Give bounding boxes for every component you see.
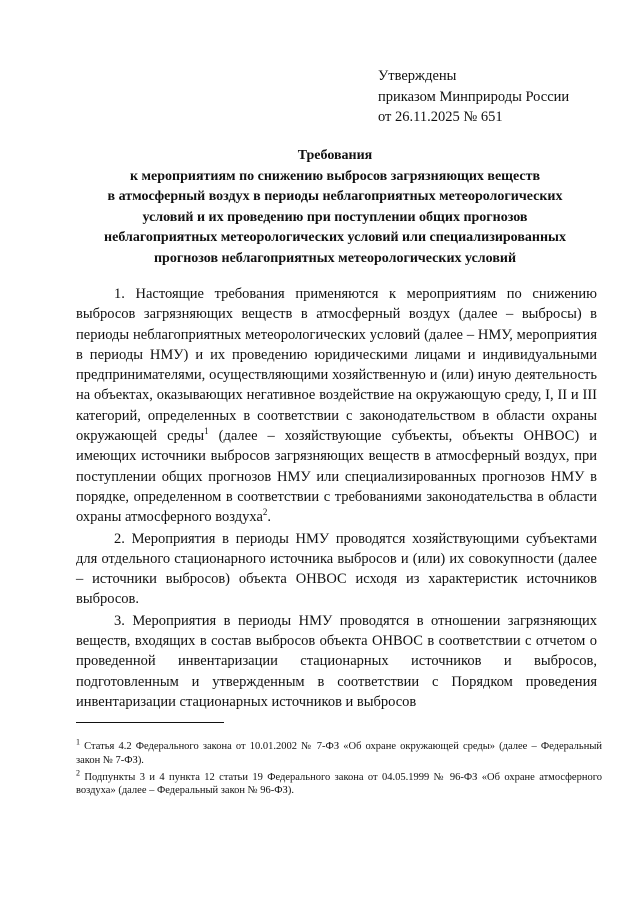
title-line: неблагоприятных метеорологических условий или специализированных	[104, 230, 566, 245]
footnote-text: Подпункты 3 и 4 пункта 12 статьи 19 Федерального закона от 04.05.1999 № 96-ФЗ «Об охране атмосферного воздуха» (далее – Федеральный закон № 96-ФЗ).	[76, 771, 602, 797]
paragraph-1-text-cont: (далее – хозяйствующие субъекты, объекты ОНВОС) и имеющих источники выбросов загрязняющих веществ в атмосферный воздух, при поступлении общих прогнозов НМУ или специализированных прогнозов НМУ в порядке, определенном в соответствии с требованиями законодательства в области охраны атмосферного воздуха	[76, 428, 597, 526]
paragraph-2: 2. Мероприятия в периоды НМУ проводятся хозяйствующими субъектами для отдельного стационарного источника выбросов и (или) их совокупности (далее – источники выбросов) объекта ОНВОС исходя из характеристик источников выбросов.	[76, 530, 597, 608]
title-heading: Требования	[297, 148, 373, 163]
approval-line-2: приказом Минприроды России	[378, 88, 570, 105]
document-body	[76, 284, 597, 713]
title-line: к мероприятиям по снижению выбросов загрязняющих веществ	[129, 168, 541, 184]
footnote-text: Статья 4.2 Федерального закона от 10.01.2002 № 7-ФЗ «Об охране окружающей среды» (далее – Федеральный закон № 7-ФЗ).	[76, 741, 602, 766]
footnote-separator	[76, 722, 224, 723]
paragraph-1-end: .	[267, 509, 272, 526]
approval-line-3: от 26.11.2025 № 651	[378, 109, 503, 125]
footnote-mark: 1	[76, 737, 80, 747]
paragraph-1	[76, 284, 597, 528]
footnotes	[76, 737, 602, 801]
footnote-2	[76, 768, 602, 799]
title-line: условий и их проведению при поступлении общих прогнозов	[142, 209, 528, 225]
title-line: в атмосферный воздух в периоды неблагоприятных метеорологических	[107, 189, 563, 204]
paragraph-3: 3. Мероприятия в периоды НМУ проводятся в отношении загрязняющих веществ, входящих в состав выбросов объекта ОНВОС в соответствии с отчетом о проведенной инвентаризации стационарных источников и выбросов, подготовленным и утвержденным в соответствии с Порядком проведения инвентаризации стационарных источников и выбросов	[76, 612, 597, 710]
footnote-1	[76, 737, 602, 768]
footnote-ref-1[interactable]: 1	[204, 426, 209, 437]
approval-line-1: Утверждены	[378, 68, 457, 84]
approval-stamp	[378, 66, 569, 128]
paragraph-1-text: 1. Настоящие требования применяются к мероприятиям по снижению выбросов загрязняющих веществ в атмосферный воздух (далее – выбросы) в периоды неблагоприятных метеорологических условий (далее – НМУ, мероприятия в периоды НМУ) и их проведению юридическими лицами и индивидуальными предпринимателями, осуществляющими хозяйственную и (или) иную деятельность на объектах, оказывающих негативное воздействие на окружающую среду, I, II и III категорий, определенных в соответствии с законодательством в области охраны окружающей среды	[76, 286, 597, 445]
footnote-ref-2[interactable]: 2	[262, 507, 268, 518]
title-line: прогнозов неблагоприятных метеорологических условий	[153, 250, 517, 266]
footnote-mark: 2	[76, 768, 80, 778]
document-title	[60, 146, 610, 269]
